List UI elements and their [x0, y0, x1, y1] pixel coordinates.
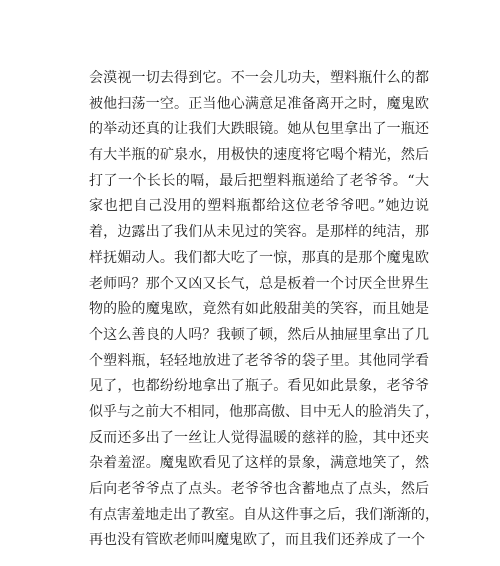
text-line: 物的脸的魔鬼欧，竟然有如此般甜美的笑容，而且她是	[89, 301, 429, 318]
text-line: 有点害羞地走出了教室。自从这件事之后，我们渐渐的，	[89, 506, 439, 523]
text-line: 家也把自己没用的塑料瓶都给这位老爷爷吧。”她边说	[89, 198, 429, 215]
text-line: 会漠视一切去得到它。不一会儿功夫，塑料瓶什么的都	[89, 70, 429, 86]
text-line: 杂着羞涩。魔鬼欧看见了这样的景象，满意地笑了，然	[89, 455, 429, 472]
text-line: 着，边露出了我们从未见过的笑容。是那样的纯洁，那	[89, 224, 429, 241]
text-line: 似乎与之前大不相同，他那高傲、目中无人的脸消失了，	[89, 403, 439, 420]
text-line: 个塑料瓶，轻轻地放进了老爷爷的袋子里。其他同学看	[89, 352, 429, 369]
text-line: 反而还多出了一丝让人觉得温暖的慈祥的脸，其中还夹	[89, 429, 429, 446]
text-line: 见了，也都纷纷地拿出了瓶子。看见如此景象，老爷爷	[89, 378, 429, 395]
text-line: 个这么善良的人吗？我顿了顿，然后从抽屉里拿出了几	[89, 326, 429, 343]
body-text	[89, 66, 439, 554]
text-line: 有大半瓶的矿泉水，用极快的速度将它喝个精光，然后	[89, 147, 429, 164]
text-line: 的举动还真的让我们大跌眼镜。她从包里拿出了一瓶还	[89, 121, 429, 138]
text-line: 样抚媚动人。我们都大吃了一惊，那真的是那个魔鬼欧	[89, 249, 429, 266]
text-line: 后向老爷爷点了点头。老爷爷也含蓄地点了点头，然后	[89, 481, 429, 497]
text-line: 打了一个长长的嗝，最后把塑料瓶递给了老爷爷。“大	[89, 172, 429, 189]
text-line: 被他扫荡一空。正当他心满意足准备离开之时，魔鬼欧	[89, 95, 429, 112]
text-line: 再也没有管欧老师叫魔鬼欧了，而且我们还养成了一个	[89, 532, 425, 549]
text-line: 老师吗？那个又凶又长气，总是板着一个讨厌全世界生	[89, 275, 429, 292]
